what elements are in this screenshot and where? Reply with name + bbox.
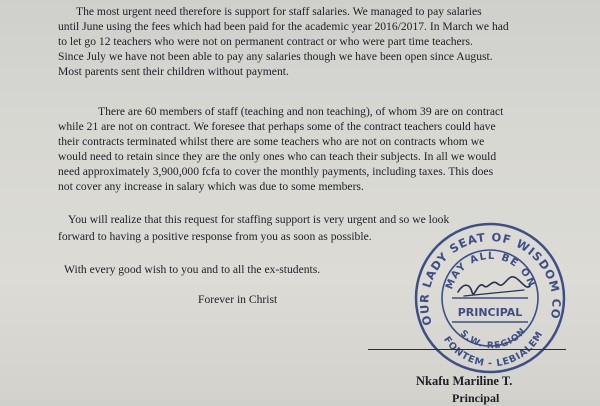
para2-line-1: There are 60 members of staff (teaching and non teaching), of whom 39 are on contract [98, 105, 504, 118]
para2-line-6: not cover any increase in salary which was due to some members. [58, 180, 364, 193]
college-stamp [412, 220, 568, 376]
para2-line-2: while 21 are not on contract. We foresee that perhaps some of the contract teachers could have [58, 120, 496, 133]
para3-line-1: You will realize that this request for staffing support is very urgent and so we look [68, 213, 450, 226]
stamp-outer-text: OUR LADY SEAT OF WISDOM CO [417, 229, 564, 328]
para1-line-2: until June using the fees which had been paid for the academic year 2016/2017. In March we had [58, 20, 509, 33]
para1-line-1: The most urgent need therefore is support for staff salaries. We managed to pay salaries [76, 5, 482, 18]
closing-line: Forever in Christ [198, 293, 278, 306]
signature-line [368, 349, 566, 350]
signatory-title: Principal [452, 391, 500, 405]
stamp-region-text: S.W. REGION [457, 326, 529, 352]
para2-line-4: would need to retain since they are the only ones who can teach their subjects. In all we would [58, 150, 497, 163]
para2-line-3: their contracts terminated whilst there are some teachers who are not on contracts whom we [58, 135, 485, 148]
wishes-line: With every good wish to you and to all the ex-students. [64, 263, 321, 276]
stamp-location-text: FONTEM - LEBIALEM [441, 329, 546, 370]
para1-line-4: Since July we have not been able to pay any salaries though we have been open since August. [58, 50, 493, 63]
stamp-inner-text: MAY ALL BE ON [444, 250, 538, 291]
para2-line-5: need approximately 3,900,000 fcfa to cover the monthly payments, including taxes. This does [58, 165, 494, 178]
para1-line-5: Most parents sent their children without payment. [58, 65, 289, 78]
para1-line-3: to let go 12 teachers who were not on permanent contract or who were part time teachers. [58, 35, 473, 48]
stamp-center-text: PRINCIPAL [457, 306, 523, 319]
para3-line-2: forward to having a positive response from you as soon as possible. [58, 230, 372, 243]
signatory-name: Nkafu Mariline T. [416, 374, 513, 388]
stamp-svg [412, 220, 568, 376]
signature-scribble [458, 277, 530, 294]
